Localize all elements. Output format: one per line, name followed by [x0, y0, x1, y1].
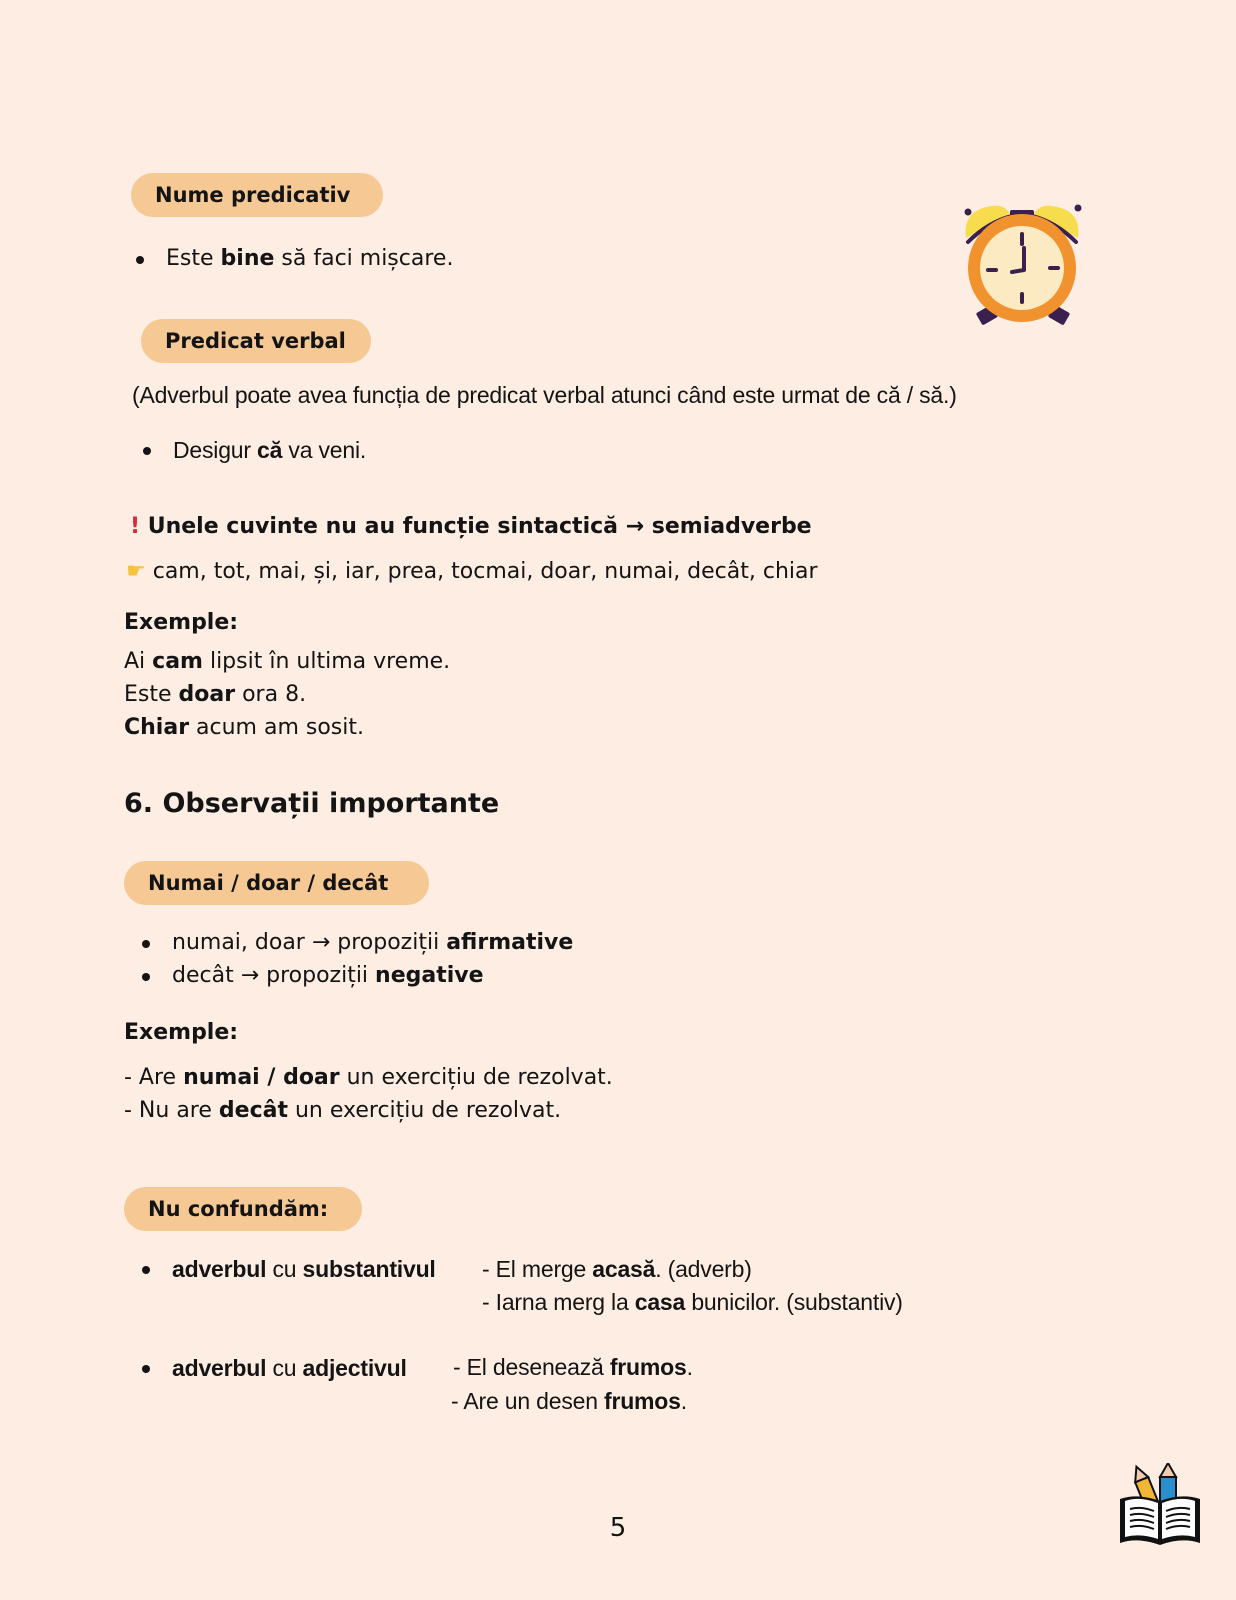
semiadverbe-example: Ai cam lipsit în ultima vreme. — [124, 649, 451, 674]
rule-item: decât → propoziții negative — [172, 961, 484, 991]
open-book-pencils-icon — [1116, 1463, 1204, 1549]
confusion-item-substantiv: adverbul cu substantivul — [172, 1256, 436, 1282]
confusion-item-adjectiv: adverbul cu adjectivul — [172, 1355, 407, 1381]
semiadverbe-example: Este doar ora 8. — [124, 682, 307, 707]
exclamation-icon: ! — [130, 514, 141, 539]
numai-doar-decat-label: Numai / doar / decât — [124, 861, 429, 905]
confusion-example: - Are un desen frumos. — [451, 1388, 687, 1414]
confusion-example: - El desenează frumos. — [453, 1354, 693, 1380]
confusion-example: - Iarna merg la casa bunicilor. (substantiv) — [482, 1289, 903, 1315]
section6-example: - Nu are decât un exercițiu de rezolvat. — [124, 1098, 562, 1123]
nume-predicativ-label: Nume predicativ — [131, 173, 383, 217]
nume-predicativ-example: Este bine să faci mișcare. — [166, 244, 453, 274]
page-number: 5 — [609, 1513, 627, 1543]
section6-example: - Are numai / doar un exercițiu de rezolvat. — [124, 1065, 613, 1090]
section-title: 6. Observații importante — [124, 788, 500, 819]
nu-confundam-label: Nu confundăm: — [124, 1187, 362, 1231]
semiadverbe-examples-title: Exemple: — [124, 610, 239, 635]
predicat-verbal-note: (Adverbul poate avea funcția de predicat verbal atunci când este urmat de că / să.) — [132, 382, 957, 408]
semiadverbe-warning: ! Unele cuvinte nu au funcție sintactică → semiadverbe — [130, 514, 812, 539]
rule-item: numai, doar → propoziții afirmative — [172, 928, 573, 958]
section6-examples-title: Exemple: — [124, 1020, 239, 1045]
predicat-verbal-example: Desigur că va veni. — [173, 437, 367, 463]
confusion-example: - El merge acasă. (adverb) — [482, 1256, 752, 1282]
semiadverbe-example: Chiar acum am sosit. — [124, 715, 365, 740]
semiadverbe-words: ☛ cam, tot, mai, și, iar, prea, tocmai, doar, numai, decât, chiar — [126, 559, 818, 584]
alarm-clock-icon — [958, 198, 1086, 330]
pointing-hand-icon: ☛ — [126, 559, 146, 584]
predicat-verbal-label: Predicat verbal — [141, 319, 371, 363]
